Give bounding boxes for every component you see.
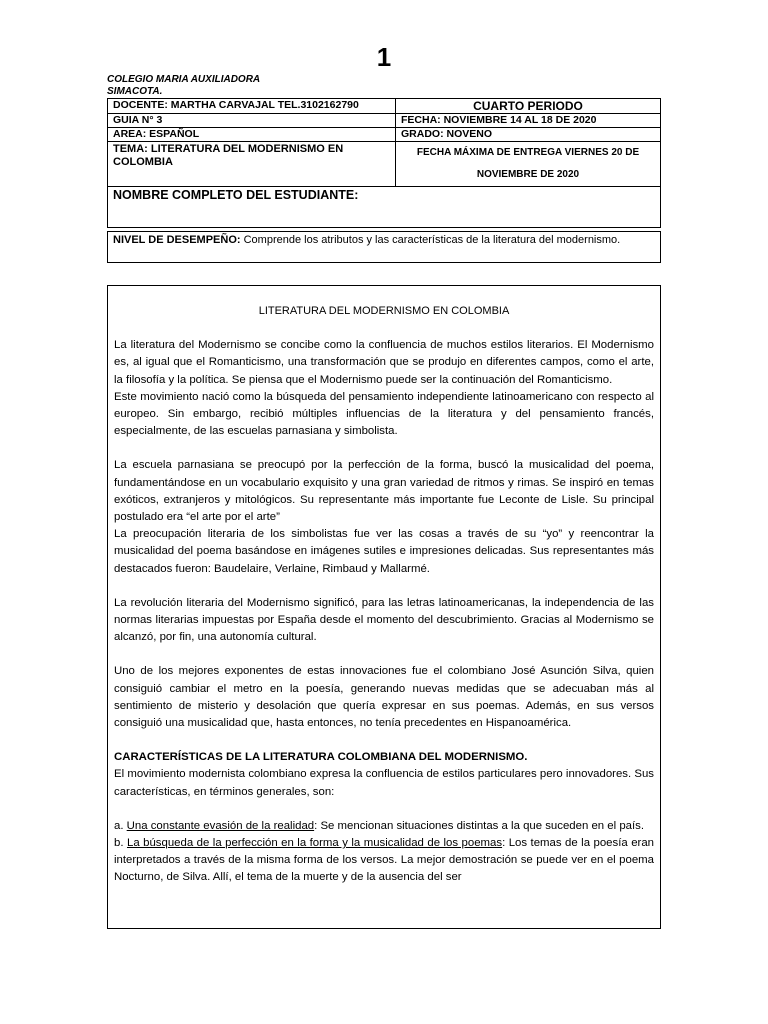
fecha-maxima-cell (396, 142, 661, 187)
school-header (107, 74, 260, 98)
content-title: LITERATURA DEL MODERNISMO EN COLOMBIA (258, 305, 510, 317)
characteristic-b-title: La búsqueda de la perfección en la forma y la musicalidad de los poemas (126, 837, 503, 850)
characteristic-a (114, 818, 654, 835)
desempeno-box (107, 231, 661, 263)
characteristic-a-text: : Se mencionan situaciones distintas a la que suceden en el país. (314, 819, 645, 832)
grado-cell: GRADO: NOVENO (396, 128, 661, 142)
paragraph-3: La escuela parnasiana se preocupó por la perfección de la forma, buscó la musicalidad del poema, fundamentándose en un vocabulario exquisito y una gran variedad de ritmos y rimas. Se inspiró en temas exóticos, extranjeros y mitológicos. Su representante más importante fue Leconte de Lisle. Su principal postulado era “el arte por el arte” (114, 459, 654, 524)
characteristic-a-prefix: a. (114, 819, 127, 832)
school-city: SIMACOTA. (107, 86, 163, 97)
info-table (107, 98, 661, 228)
docente-cell: DOCENTE: MARTHA CARVAJAL TEL.3102162790 (108, 99, 396, 114)
paragraph-1: La literatura del Modernismo se concibe como la confluencia de muchos estilos literarios. El Modernismo es, al igual que el Romanticismo, una transformación que se produjo en diferentes campos, como el arte, la filosofía y la política. Se piensa que el Modernismo puede ser la continuación del Romanticismo. (114, 339, 654, 386)
estudiante-field[interactable]: NOMBRE COMPLETO DEL ESTUDIANTE: (108, 187, 661, 228)
school-name: COLEGIO MARIA AUXILIADORA (107, 74, 261, 85)
paragraph-7: El movimiento modernista colombiano expresa la confluencia de estilos particulares pero innovadores. Sus características, en términos generales, son: (114, 768, 654, 798)
characteristic-b (114, 835, 654, 887)
desempeno-label: NIVEL DE DESEMPEÑO: (113, 234, 241, 246)
paragraph-4: La preocupación literaria de los simbolistas fue ver las cosas a través de su “yo” y reencontrar la musicalidad del poema basándose en imágenes sutiles e impresiones delicadas. Sus representantes más destacados fueron: Baudelaire, Verlaine, Rimbaud y Mallarmé. (114, 528, 654, 575)
desempeno-text: Comprende los atributos y las características de la literatura del modernismo. (240, 234, 621, 246)
fecha-maxima-line-1: FECHA MÁXIMA DE ENTREGA VIERNES 20 DE (416, 147, 640, 158)
fecha-maxima-line-2: NOVIEMBRE DE 2020 (476, 169, 580, 180)
page-number: 1 (376, 42, 392, 72)
characteristic-a-title: Una constante evasión de la realidad (126, 819, 315, 832)
guia-cell: GUIA N° 3 (108, 114, 396, 128)
tema-cell: TEMA: LITERATURA DEL MODERNISMO EN COLOMBIA (108, 142, 396, 187)
periodo-cell: CUARTO PERIODO (396, 99, 661, 114)
fecha-cell: FECHA: NOVIEMBRE 14 AL 18 DE 2020 (396, 114, 661, 128)
area-cell: AREA: ESPAÑOL (108, 128, 396, 142)
paragraph-6: Uno de los mejores exponentes de estas innovaciones fue el colombiano José Asunción Silva, quien consiguió cambiar el metro en la poesía, generando nuevas medidas que se adecuaban más al sentimiento de misterio y desolación que quería expresar en sus poemas. Además, en sus versos consiguió una musicalidad que, hasta entonces, no tenía precedentes en Hispanoamérica. (114, 665, 654, 730)
paragraph-5: La revolución literaria del Modernismo significó, para las letras latinoamericanas, la independencia de las normas literarias impuestas por España desde el momento del descubrimiento. Gracias al Modernismo se alcanzó, por fin, una autonomía cultural. (114, 596, 654, 644)
characteristic-b-text: : Los temas de la poesía eran interpretados a través de la misma forma de los versos. La mejor demostración se puede ver en el poema Nocturno, de Silva. Allí, el tema de la muerte y de la ausencia del ser (114, 837, 654, 884)
characteristic-b-prefix: b. (114, 837, 127, 850)
paragraph-2: Este movimiento nació como la búsqueda del pensamiento independiente latinoamericano con respecto al europeo. Sin embargo, recibió múltiples influencias de la literatura y del pensamiento francés, especialmente, de las escuelas parnasiana y simbolista. (114, 390, 654, 438)
content-box (107, 285, 661, 929)
characteristics-heading: CARACTERÍSTICAS DE LA LITERATURA COLOMBIANA DEL MODERNISMO. (114, 751, 528, 764)
